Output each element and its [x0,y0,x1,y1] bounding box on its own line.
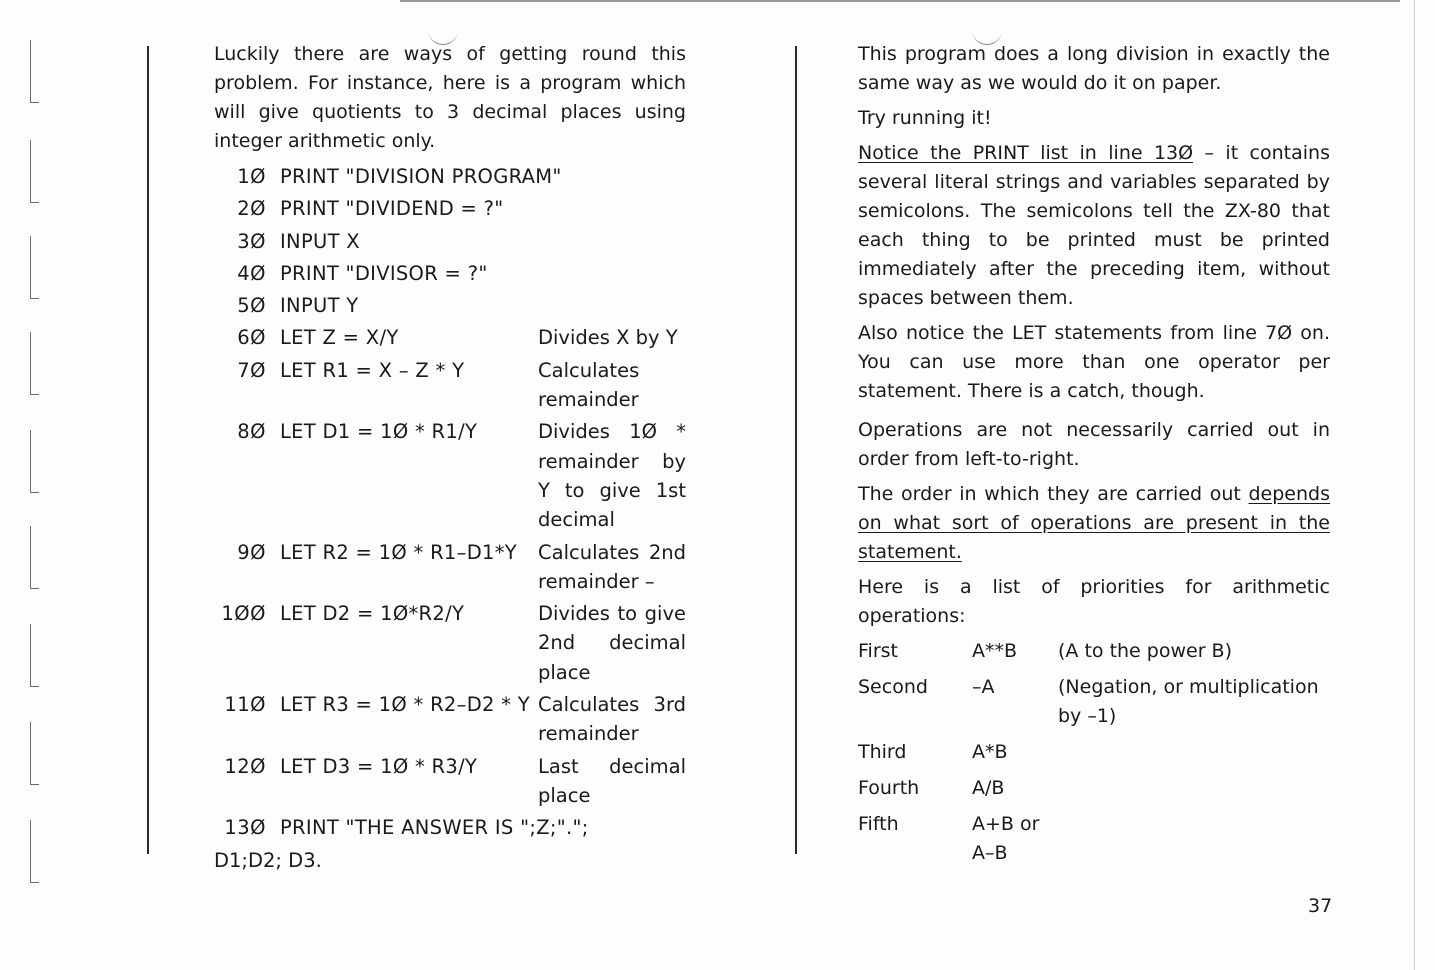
priority-operator: A+B or A–B [972,813,1040,864]
binder-mark [30,820,39,883]
program-line [214,227,686,256]
line-comment: Divides X by Y [538,326,678,350]
right-column [858,40,1330,875]
line-number: 12Ø [224,754,266,778]
line-statement: LET D2 = 1Ø*R2/Y [280,602,465,626]
paragraph-let-statements: Also notice the LET statements from line 7Ø on. You can use more than one operator per statement. There is a catch, though. [858,322,1330,402]
priority-rank: Fifth [858,813,899,835]
line-statement: LET Z = X/Y [280,326,399,350]
line-statement: INPUT Y [280,294,359,318]
priority-row [858,673,1330,731]
page-right-edge [1414,0,1415,970]
binder-mark [30,526,39,589]
line-number: 13Ø [224,816,266,840]
program-line [214,813,686,842]
left-column [214,40,686,875]
program-line [214,417,686,534]
print-list-rest: – it contains several literal strings and variables separated by semicolons. The semicolons tell the ZX-80 that each thing to be printed must be printed immediately after the preceding item, without spaces between them. [858,142,1330,309]
priority-description: (A to the power B) [1058,640,1232,662]
line-number: 1Ø [237,165,266,188]
program-line [214,259,686,288]
page-number: 37 [1308,895,1333,917]
paragraph-order-depends [858,480,1330,567]
line-statement: LET R1 = X – Z * Y [280,358,465,382]
priority-row [858,774,1330,803]
binder-mark [30,624,39,687]
priority-row [858,810,1330,868]
left-column-rule [147,46,149,854]
priority-rank: Second [858,676,928,698]
priority-rank: Third [858,741,907,763]
priority-description [1058,738,1330,767]
print-list-underlined: Notice the PRINT list in line 13Ø [858,142,1194,164]
priority-operator: A*B [972,741,1008,763]
line-number: 4Ø [237,261,266,285]
line-statement: PRINT "DIVISOR = ?" [280,261,488,285]
line-statement: INPUT X [280,229,360,253]
priority-operator: –A [972,676,995,698]
paragraph-order-warning: Operations are not necessarily carried out in order from left-to-right. [858,419,1330,470]
binder-mark [30,722,39,785]
priority-row [858,738,1330,767]
line-statement: PRINT "DIVIDEND = ?" [280,197,504,221]
line-comment: Last decimal place [538,754,686,807]
program-line [214,538,686,597]
program-tail: D1;D2; D3. [214,848,322,872]
line-comment: Calculates remainder [538,358,640,412]
binder-mark [30,430,39,493]
page-top-edge [400,0,1400,2]
line-statement: LET R3 = 1Ø * R2–D2 * Y [280,693,530,717]
priority-rank: First [858,640,898,662]
line-statement: LET D3 = 1Ø * R3/Y [280,754,478,778]
priority-operator: A**B [972,640,1018,662]
intro-paragraph: Luckily there are ways of getting round this problem. For instance, here is a program which will give quotients to 3 decimal places using integer arithmetic only. [214,43,686,152]
paragraph-long-division: This program does a long division in exactly the same way as we would do it on paper. [858,43,1330,94]
program-line [214,291,686,320]
line-comment: Divides to give 2nd decimal place [538,602,686,684]
priority-rank: Fourth [858,777,920,799]
line-statement: LET R2 = 1Ø * R1–D1*Y [280,540,517,564]
program-line [214,194,686,223]
right-column-rule [795,46,797,854]
priority-operator: A/B [972,777,1005,799]
order-plain: The order in which they are carried out [858,483,1249,505]
line-number: 5Ø [237,294,266,318]
program-line [214,752,686,811]
line-comment: Calculates 3rd remainder [538,693,686,746]
line-number: 1ØØ [221,602,266,626]
line-statement: LET D1 = 1Ø * R1/Y [280,420,478,444]
program-line [214,690,686,749]
line-number: 11Ø [224,693,266,717]
line-number: 3Ø [237,229,266,253]
priority-description: (Negation, or multiplication by –1) [1058,676,1319,727]
priority-table [858,637,1330,868]
priority-description [1058,810,1330,868]
line-number: 8Ø [237,420,266,444]
program-line [214,356,686,415]
program-line [214,323,686,352]
line-number: 7Ø [237,358,266,382]
paragraph-priority-intro: Here is a list of priorities for arithmetic operations: [858,576,1330,627]
program-line [214,599,686,687]
program-listing [214,162,686,843]
paragraph-print-list [858,139,1330,313]
binder-mark [30,332,39,395]
binder-mark [30,40,39,103]
line-number: 2Ø [237,197,266,221]
line-statement: PRINT "THE ANSWER IS ";Z;"."; [280,816,589,840]
line-number: 6Ø [237,326,266,350]
line-number: 9Ø [237,540,266,564]
priority-row [858,637,1330,666]
line-comment: Divides 1Ø * remainder by Y to give 1st decimal [538,420,686,532]
binder-mark [30,236,39,299]
program-line [214,162,686,191]
line-statement: PRINT "DIVISION PROGRAM" [280,165,562,188]
binder-mark [30,140,39,203]
paragraph-try-running: Try running it! [858,107,992,129]
order-underlined: depends on what sort of operations are present in the statement. [858,483,1330,563]
line-comment: Calculates 2nd remainder – [538,540,686,593]
priority-description [1058,774,1330,803]
